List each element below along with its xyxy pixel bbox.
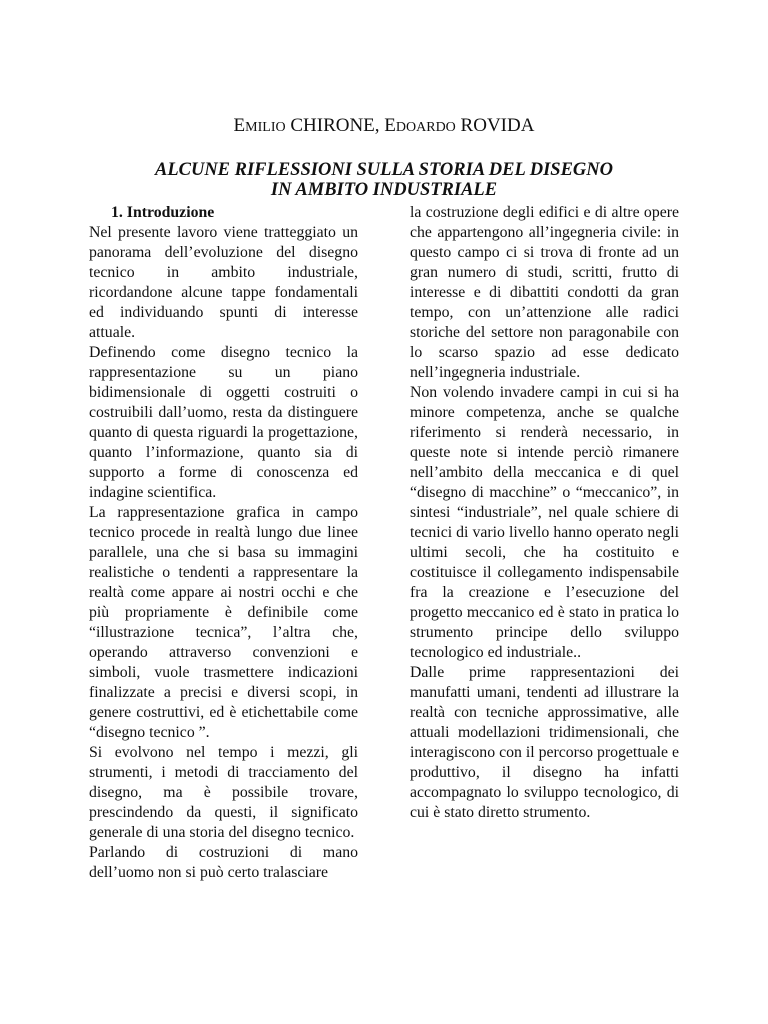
left-column <box>89 203 358 883</box>
right-column <box>410 203 679 823</box>
paragraph: Parlando di costruzioni di mano dell’uomo non si può certo tralasciare <box>89 844 358 881</box>
author-1-surname: CHIRONE <box>290 115 375 136</box>
paragraph: Non volendo invadere campi in cui si ha minore competenza, anche se qualche riferimento si renderà necessario, in queste note si intende perciò rimanere nell’ambito della meccanica e di quel “disegno di macchine” o “meccanico”, in sintesi “industriale”, nel quale schiere di tecnici di vario livello hanno operato negli ultimi secoli, che ha costituito e costituisce il collegamento indispensabile fra la creazione e l’esecuzione del progetto meccanico ed è stato in pratica lo strumento principe dello sviluppo tecnologico ed industriale.. <box>410 384 679 661</box>
section-heading: 1. Introduzione <box>111 204 215 221</box>
author-separator: , <box>374 115 385 136</box>
author-1-firstname: MILIO <box>245 120 286 135</box>
author-2-initial: E <box>384 115 396 136</box>
paragraph: Si evolvono nel tempo i mezzi, gli strumenti, i metodi di tracciamento del disegno, ma è possibile trovare, prescindendo da questi, il significato generale di una storia del disegno tecnico. <box>89 744 358 841</box>
paragraph: Dalle prime rappresentazioni dei manufatti umani, tendenti ad illustrare la realtà con tecniche approssimative, alle attuali modellazioni tridimensionali, che interagiscono con il percorso progettuale e produttivo, il disegno ha infatti accompagnato lo sviluppo tecnologico, di cui è stato diretto strumento. <box>410 664 679 821</box>
author-2-surname: ROVIDA <box>460 115 535 136</box>
paragraph: La rappresentazione grafica in campo tecnico procede in realtà lungo due linee parallele, una che si basa su immagini realistiche o tendenti a rappresentare la realtà come appare ai nostri occhi e che più propriamente è definibile come “illustrazione tecnica”, l’altra che, operando attraverso convenzioni e simboli, vuole trasmettere indicazioni finalizzate a precisi e diversi scopi, in genere costruttivi, ed è etichettabile come “disegno tecnico ”. <box>89 504 358 741</box>
author-2-firstname: DOARDO <box>395 120 456 135</box>
paper-title <box>0 160 768 200</box>
authors-line <box>0 115 768 137</box>
author-1-initial: E <box>233 115 246 136</box>
title-line-1: ALCUNE RIFLESSIONI SULLA STORIA DEL DISEGNO <box>154 160 613 180</box>
paragraph: Nel presente lavoro viene tratteggiato un panorama dell’evoluzione del disegno tecnico in ambito industriale, ricordandone alcune tappe fondamentali ed individuando spunti di interesse attuale. <box>89 224 358 341</box>
title-line-2: IN AMBITO INDUSTRIALE <box>270 180 498 200</box>
paragraph: la costruzione degli edifici e di altre opere che appartengono all’ingegneria civile: in questo campo ci si trova di fronte ad un gran numero di studi, scritti, frutto di interesse e di dibattiti condotti da gran tempo, con un’attenzione alle radici storiche del settore non paragonabile con lo scarso spazio ad esse dedicato nell’ingegneria industriale. <box>410 204 679 381</box>
paragraph: Definendo come disegno tecnico la rappresentazione su un piano bidimensionale di oggetti costruiti o costruibili dall’uomo, resta da distinguere quanto di questa riguardi la progettazione, quanto l’informazione, quanto sia di supporto a forme di conoscenza ed indagine scientifica. <box>89 344 358 501</box>
